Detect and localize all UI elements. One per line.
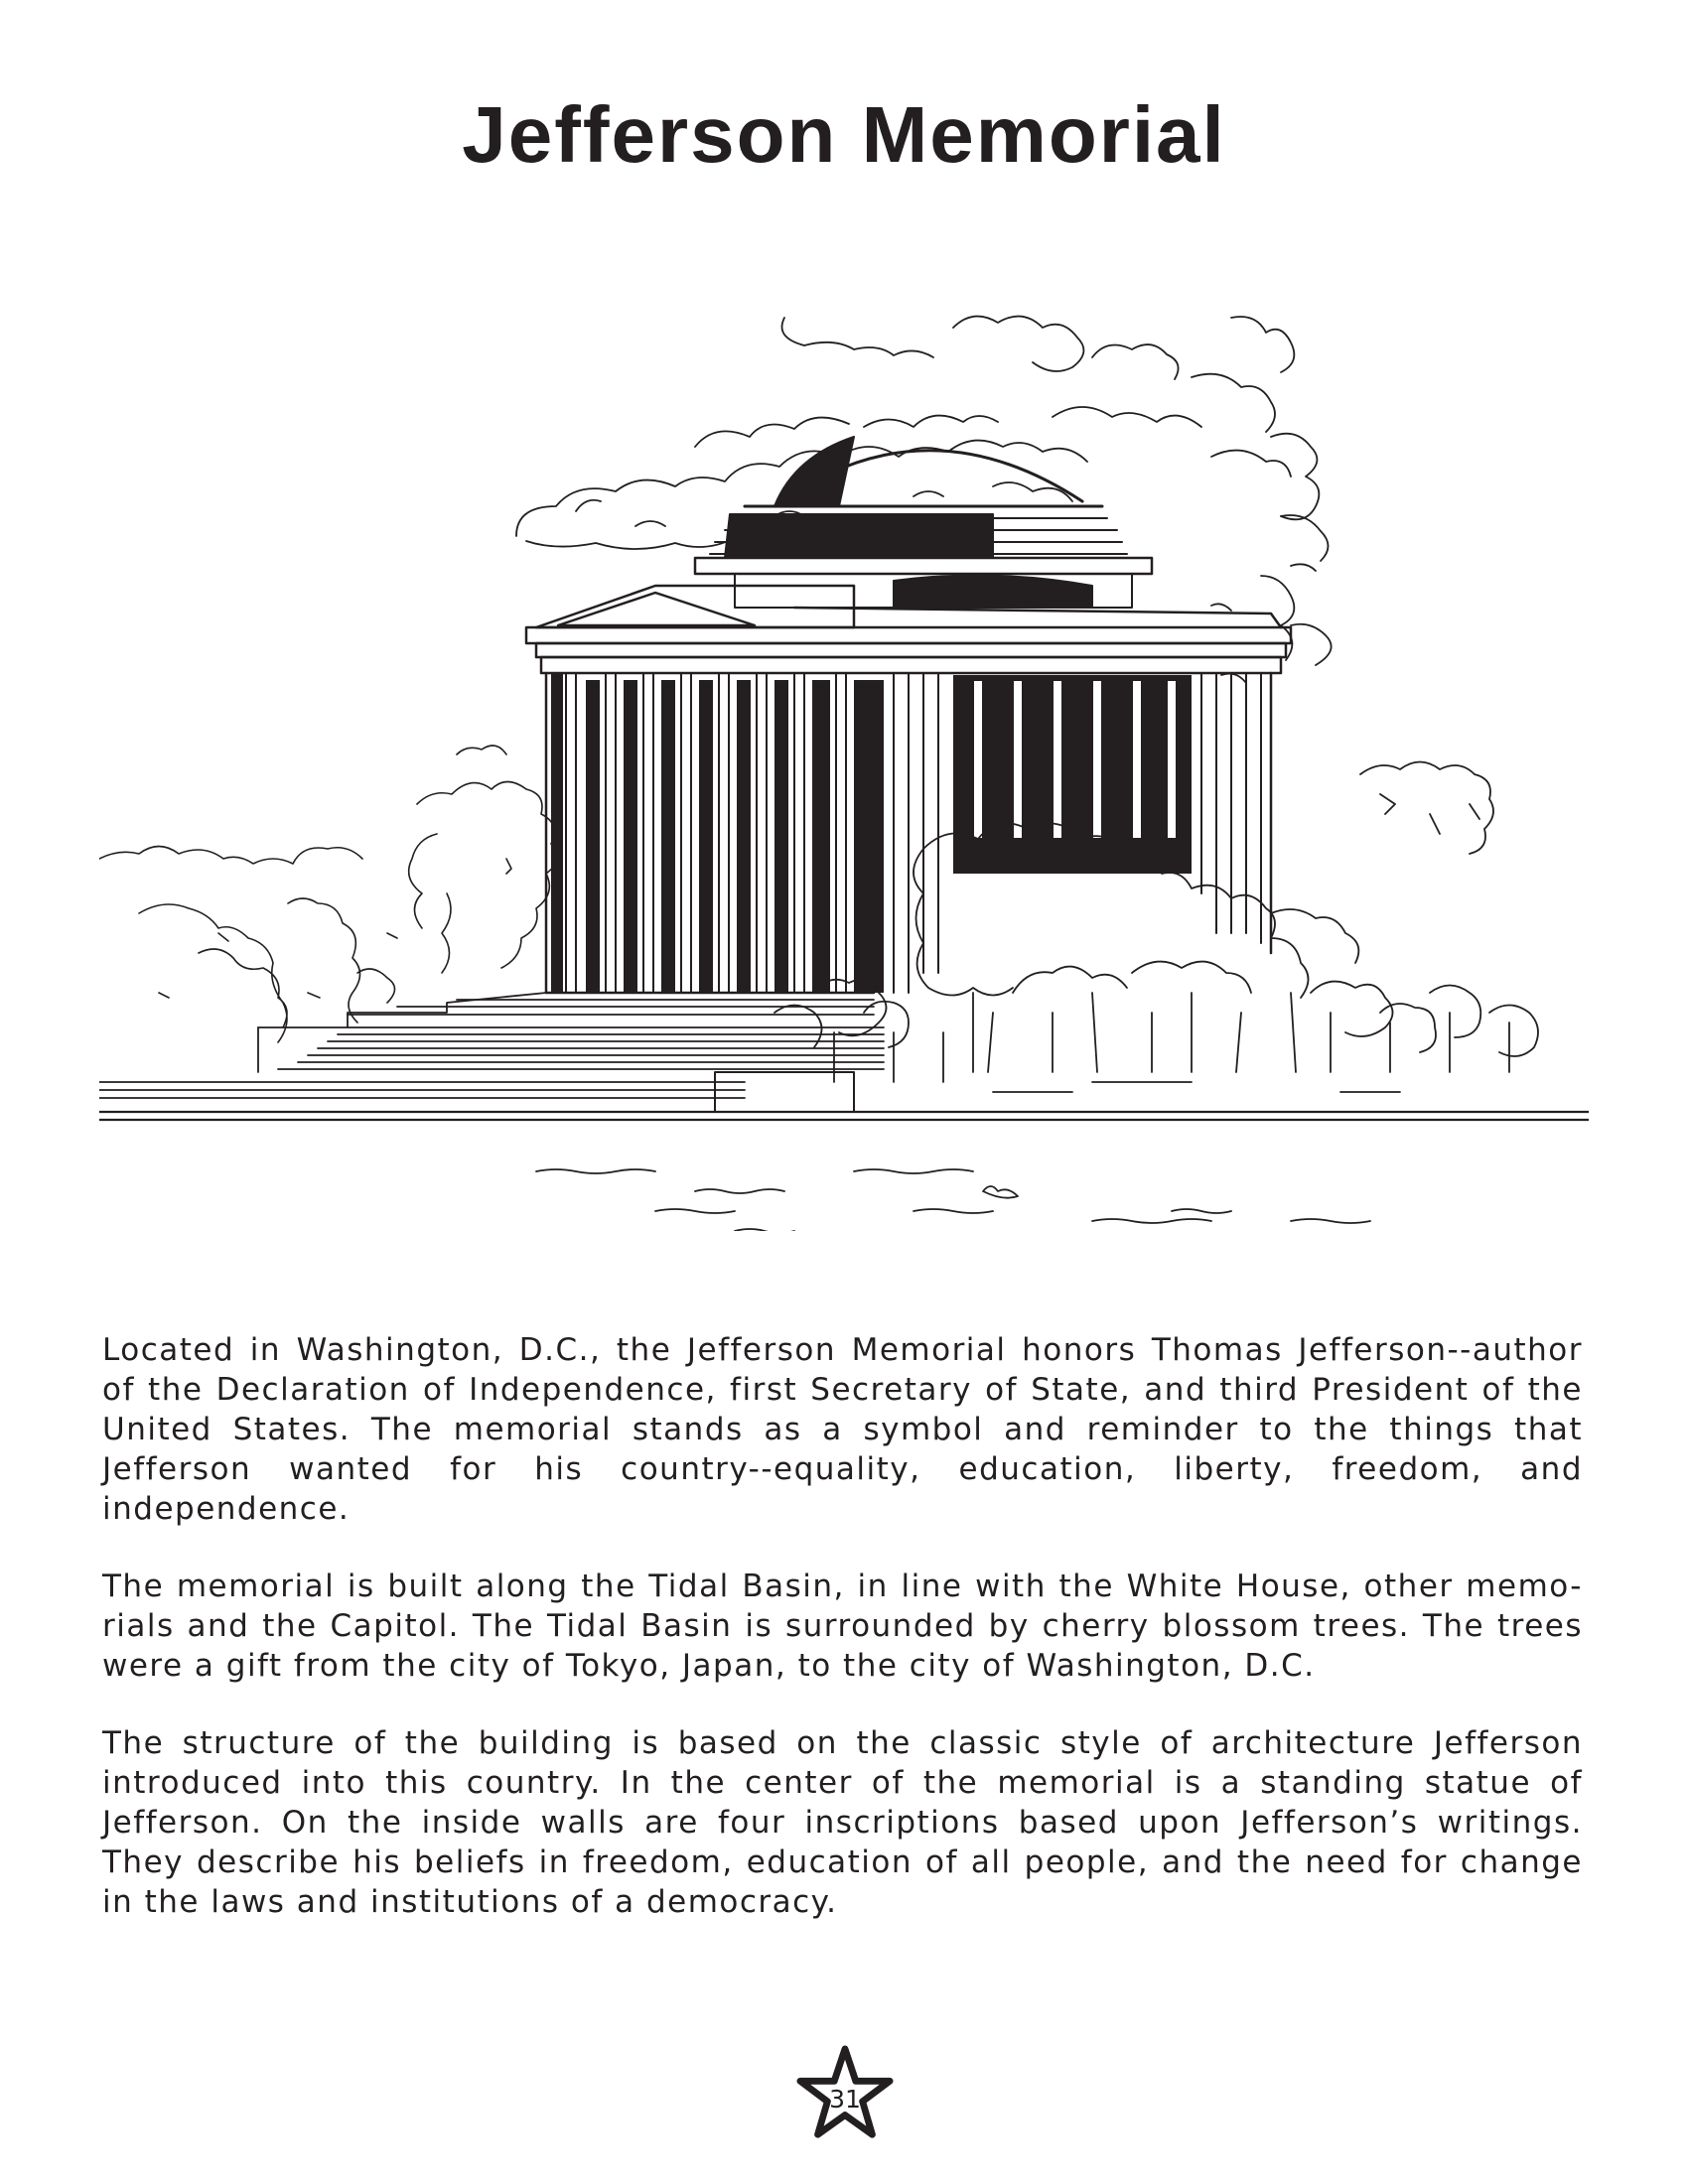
paragraph-3: The structure of the building is based on the classic style of architecture Jefferson introduced into this country. In the center of the memorial is a standing statue of Jefferson. On the inside walls are four inscriptions based upon Jefferson’s writings. They describe his beliefs in freedom, education of all people, and the need for change in the laws and institutions of a democracy. [102, 1725, 1583, 1920]
paragraph-2: The memorial is built along the Tidal Basin, in line with the White House, other memo-rials and the Capitol. The Tidal Basin is surrounded by cherry blossom trees. The trees were a gift from the city of Tokyo, Japan, to the city of Washington, D.C. [102, 1569, 1583, 1684]
steps [99, 993, 1589, 1120]
body-text [102, 1330, 1583, 1960]
water [288, 1169, 1489, 1231]
jefferson-memorial-illustration [99, 298, 1589, 1231]
dome [695, 437, 1152, 608]
page-number: 31 [829, 2085, 861, 2114]
colonnade [546, 673, 1271, 993]
paragraph-1: Located in Washington, D.C., the Jefferson Memorial honors Thomas Jefferson--author of the Declaration of Independence, first Secretary of State, and third President of the United States. The memorial stands as a symbol and reminder to the things that Jefferson wanted for his country--equality, education, liberty, freedom, and independence. [102, 1332, 1583, 1527]
page-title: Jefferson Memorial [462, 90, 1226, 179]
